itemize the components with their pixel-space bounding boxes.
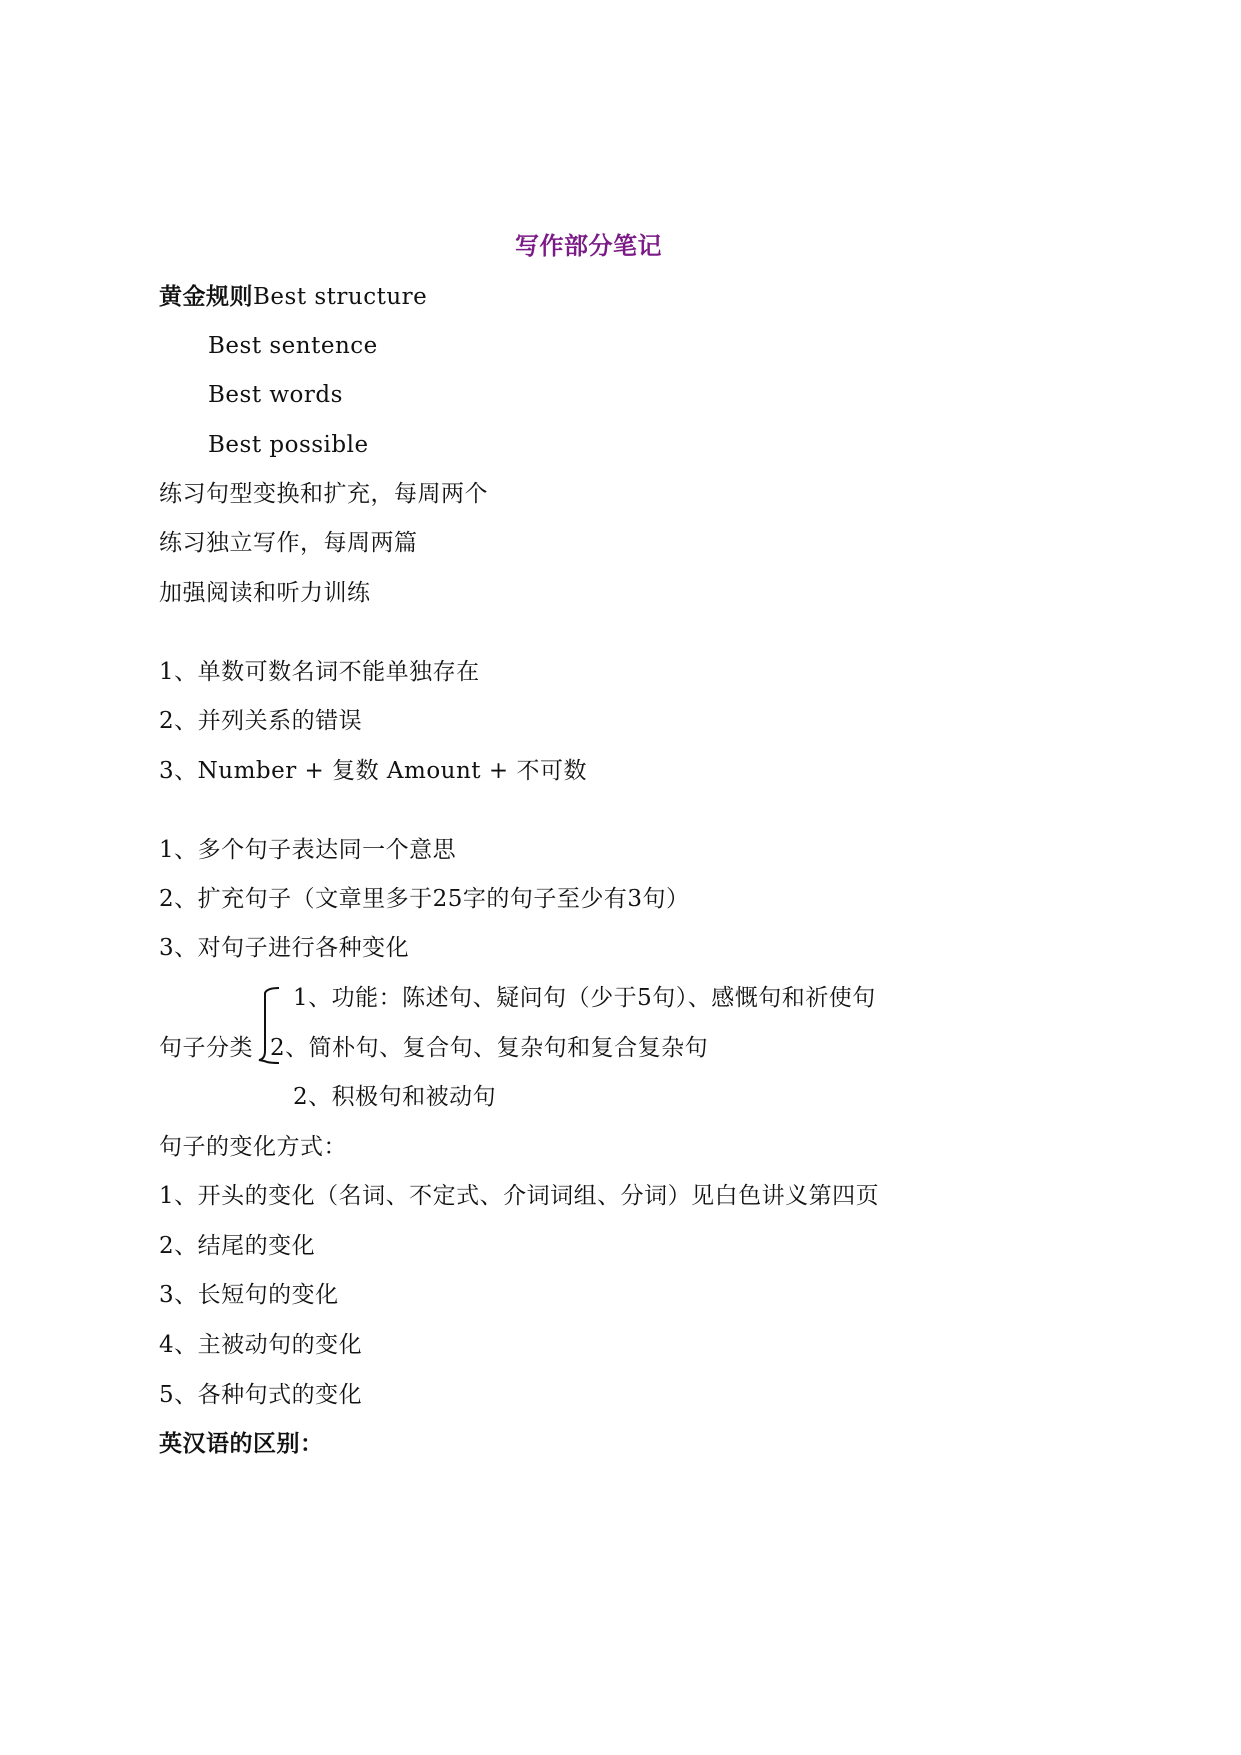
page-title: 写作部分笔记 — [515, 231, 662, 260]
classification-item: 2、简朴句、复合句、复杂句和复合复杂句 — [270, 1035, 709, 1061]
golden-rule-item: Best possible — [208, 432, 369, 458]
change-methods-heading: 句子的变化方式： — [159, 1134, 347, 1160]
practice-item: 加强阅读和听力训练 — [159, 580, 371, 606]
practice-item: 练习句型变换和扩充，每周两个 — [159, 481, 488, 507]
sentence-work-item: 3、对句子进行各种变化 — [159, 935, 410, 961]
difference-heading: 英汉语的区别： — [159, 1430, 324, 1457]
change-method-item: 3、长短句的变化 — [159, 1282, 339, 1308]
error-item: 3、Number + 复数 Amount + 不可数 — [159, 758, 587, 784]
golden-rule-first: Best structure — [253, 284, 428, 310]
error-item: 2、并列关系的错误 — [159, 708, 363, 734]
change-method-item: 5、各种句式的变化 — [159, 1382, 363, 1408]
golden-rule-item: Best sentence — [208, 333, 378, 359]
golden-rule-heading: 黄金规则 — [159, 283, 253, 310]
change-method-item: 2、结尾的变化 — [159, 1233, 316, 1259]
sentence-work-item: 1、多个句子表达同一个意思 — [159, 837, 457, 863]
classification-item: 1、功能：陈述句、疑问句（少于5句）、感慨句和祈使句 — [293, 985, 876, 1011]
change-method-item: 4、主被动句的变化 — [159, 1332, 363, 1358]
sentence-work-item: 2、扩充句子（文章里多于25字的句子至少有3句） — [159, 886, 690, 912]
classification-label: 句子分类 — [159, 1035, 253, 1061]
practice-item: 练习独立写作，每周两篇 — [159, 530, 418, 556]
error-item: 1、单数可数名词不能单独存在 — [159, 659, 480, 685]
golden-rule-item: Best words — [208, 382, 343, 408]
golden-rule-line — [159, 282, 427, 312]
change-method-item: 1、开头的变化（名词、不定式、介词词组、分词）见白色讲义第四页 — [159, 1183, 880, 1209]
classification-item: 2、积极句和被动句 — [293, 1084, 497, 1110]
